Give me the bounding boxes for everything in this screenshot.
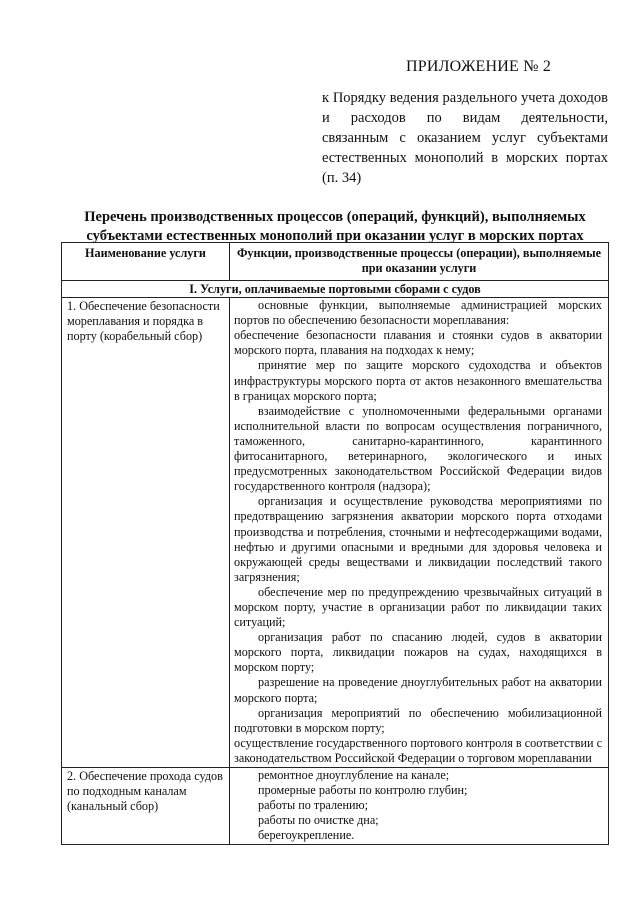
- function-item: взаимодействие с уполномоченными федеральными органами исполнительной власти по вопросам осуществления пограничного, таможенного, санитарно-карантинного, карантинного фитосанитарного, ветеринарного, экологического и иных предусмотренных законодательством Российской Федерации видов государственного контроля (надзора);: [234, 403, 602, 494]
- function-item: основные функции, выполняемые администрацией морских портов по обеспечению безопасности мореплавания:: [234, 298, 602, 328]
- header-service: Наименование услуги: [62, 243, 230, 281]
- section-row: [62, 281, 609, 298]
- service-functions: [230, 768, 609, 845]
- table-row: [62, 768, 609, 845]
- function-item: организация мероприятий по обеспечению мобилизационной подготовки в морском порту;: [234, 705, 602, 735]
- function-item: работы по очистке дна;: [258, 813, 379, 828]
- document-title: Перечень производственных процессов (операций, функций), выполняемых субъектами естественных монополий при оказании услуг в морских портах: [84, 209, 586, 244]
- function-item: принятие мер по защите морского судоходства и объектов инфраструктуры морского порта от актов незаконного вмешательства в границах морского порта;: [234, 358, 602, 403]
- appendix-title: ПРИЛОЖЕНИЕ № 2: [406, 58, 552, 75]
- function-item: разрешение на проведение дноуглубительных работ на акватории морского порта;: [234, 675, 602, 705]
- appendix-subtitle: к Порядку ведения раздельного учета доходов и расходов по видам деятельности, связанным с оказанием услуг субъектами естественных монополий в морских портах (п. 34): [322, 90, 608, 186]
- function-item: ремонтное дноуглубление на канале;: [258, 768, 450, 782]
- table-header-row: [62, 243, 609, 281]
- function-item: обеспечение безопасности плавания и стоянки судов в акватории морского порта, плавания на подходах к нему;: [234, 328, 602, 358]
- section-title: I. Услуги, оплачиваемые портовыми сборами с судов: [62, 281, 609, 298]
- service-functions: [230, 298, 609, 768]
- services-table: [61, 242, 609, 845]
- function-item: обеспечение мер по предупреждению чрезвычайных ситуаций в морском порту, участие в организации работ по ликвидации таких ситуаций;: [234, 584, 602, 630]
- function-item: промерные работы по контролю глубин;: [258, 783, 468, 798]
- service-name: 1. Обеспечение безопасности мореплавания и порядка в порту (корабельный сбор): [62, 298, 230, 768]
- service-name: 2. Обеспечение прохода судов по подходным каналам (канальный сбор): [62, 768, 230, 845]
- header-functions: Функции, производственные процессы (операции), выполняемые при оказании услуги: [230, 243, 609, 281]
- function-item: организация работ по спасанию людей, судов в акватории морского порта, ликвидации пожаров на судах, находящихся в морском порту;: [234, 630, 602, 675]
- function-item: работы по тралению;: [258, 798, 368, 813]
- function-item: берегоукрепление.: [258, 828, 355, 843]
- table-row: [62, 298, 609, 768]
- function-item: осуществление государственного портового контроля в соответствии с законодательством Российской Федерации о торговом мореплавании: [234, 735, 603, 765]
- function-item: организация и осуществление руководства мероприятиями по предотвращению загрязнения акватории морского порта отходами производства и потребления, сточными и нефтесодержащими водами, нефтью и другими опасными и вредными для здоровья человека и окружающей среды веществами и ликвидации последствий такого загрязнения;: [234, 494, 602, 584]
